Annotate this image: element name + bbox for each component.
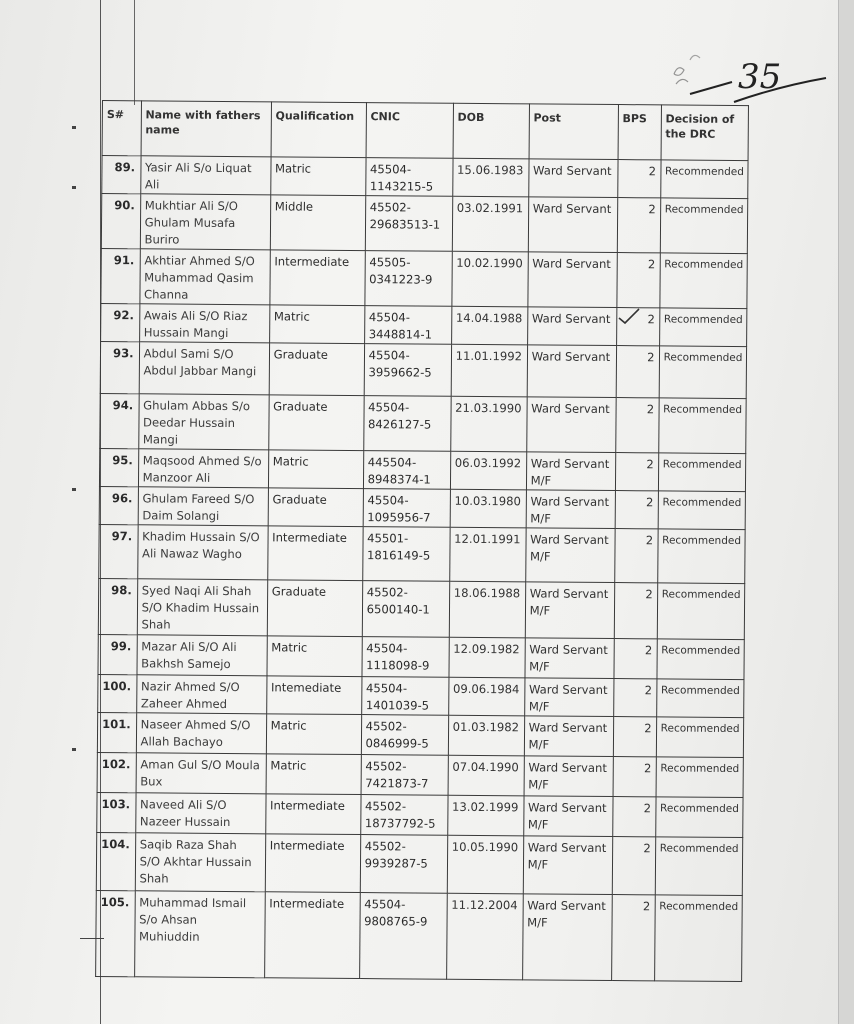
cell-cnic: 45504-3448814-1 — [364, 306, 451, 345]
check-mark-icon — [616, 306, 642, 326]
cell-sno: 89. — [102, 156, 141, 194]
cell-post: Ward Servant M/F — [525, 638, 614, 679]
cell-qualification: Matric — [270, 157, 365, 196]
cell-sno: 95. — [99, 448, 138, 486]
margin-tick — [72, 748, 76, 751]
cell-dob: 10.05.1990 — [447, 835, 523, 894]
cell-post: Ward Servant M/F — [523, 796, 612, 837]
cell-dob: 12.09.1982 — [449, 637, 525, 678]
cell-dob: 13.02.1999 — [447, 795, 523, 836]
cell-name: Maqsood Ahmed S/o Manzoor Ali — [138, 449, 268, 488]
cell-sno: 92. — [101, 303, 140, 341]
cell-name: Ghulam Fareed S/O Daim Solangi — [138, 487, 268, 526]
cell-bps: 2 — [617, 198, 660, 253]
cell-name: Khadim Hussain S/O Ali Nawaz Wagho — [137, 525, 267, 580]
cell-qualification: Graduate — [267, 580, 362, 637]
table-row — [97, 752, 744, 797]
cell-sno: 94. — [100, 393, 139, 448]
cell-cnic: 45502-7421873-7 — [361, 755, 448, 796]
cell-sno: 93. — [100, 341, 139, 393]
cell-cnic: 445504-8948374-1 — [363, 451, 450, 490]
cell-decision: Recommended — [656, 679, 744, 718]
cell-cnic: 45504-1118098-9 — [362, 637, 449, 678]
cell-post: Ward Servant M/F — [525, 528, 614, 583]
cell-cnic: 45502-0846999-5 — [361, 715, 448, 756]
cell-qualification: Matric — [268, 450, 363, 489]
cell-cnic: 45502-18737792-5 — [360, 795, 447, 836]
cell-decision: Recommended — [658, 491, 746, 530]
cell-decision: Recommended — [657, 639, 745, 680]
table-row — [98, 578, 745, 639]
cell-name: Naveed Ali S/O Nazeer Hussain — [135, 793, 265, 834]
cell-decision: Recommended — [658, 398, 746, 454]
cell-qualification: Graduate — [268, 395, 363, 451]
cell-post: Ward Servant — [527, 307, 616, 346]
cell-qualification: Graduate — [268, 488, 363, 527]
cell-qualification: Matric — [266, 754, 361, 795]
cell-sno: 97. — [99, 524, 138, 578]
header-sno: S# — [102, 101, 141, 156]
cell-decision: Recommended — [654, 895, 743, 982]
table-row — [101, 248, 748, 308]
page-edge — [838, 0, 854, 1024]
cell-dob: 06.03.1992 — [450, 451, 526, 490]
table-row — [99, 448, 746, 491]
cell-cnic: 45504-8426127-5 — [363, 396, 450, 452]
cell-qualification: Intemediate — [266, 676, 361, 715]
header-decision: Decision of the DRC — [661, 105, 749, 161]
cell-post: Ward Servant — [528, 197, 617, 253]
cell-bps: 2 — [611, 895, 655, 981]
cell-bps: 2 — [613, 717, 656, 757]
table-row — [101, 194, 748, 254]
table-row — [99, 524, 746, 583]
cell-qualification: Matric — [266, 714, 361, 755]
cell-bps: 2 — [614, 639, 657, 679]
margin-tick — [72, 126, 76, 129]
cell-bps: 2 — [616, 308, 659, 346]
table-row — [99, 486, 746, 529]
cell-name: Yasir Ali S/o Liquat Ali — [140, 156, 270, 195]
cell-name: Akhtiar Ahmed S/O Muhammad Qasim Channa — [140, 249, 270, 305]
cell-bps: 2 — [616, 346, 659, 398]
cell-name: Ghulam Abbas S/o Deedar Hussain Mangi — [138, 394, 268, 450]
cell-cnic: 45502-29683513-1 — [365, 196, 452, 252]
table-row — [100, 341, 747, 398]
margin-tick — [72, 488, 76, 491]
table-row — [98, 674, 745, 717]
margin-tick — [72, 186, 76, 189]
cell-post: Ward Servant M/F — [526, 452, 615, 491]
cell-cnic: 45502-6500140-1 — [362, 581, 449, 638]
header-name: Name with fathers name — [141, 101, 271, 157]
header-bps: BPS — [618, 105, 661, 160]
cell-bps: 2 — [612, 837, 655, 895]
cell-cnic: 45504-1095956-7 — [363, 489, 450, 528]
table-row — [100, 393, 747, 453]
cell-decision: Recommended — [660, 160, 748, 199]
cell-name: Saqib Raza Shah S/O Akhtar Hussain Shah — [135, 833, 265, 892]
handwritten-page-number — [660, 30, 840, 110]
cell-post: Ward Servant M/F — [524, 716, 613, 757]
cell-post: Ward Servant M/F — [526, 490, 615, 529]
cell-qualification: Middle — [270, 195, 365, 251]
cell-post: Ward Servant M/F — [523, 836, 612, 895]
cell-dob: 12.01.1991 — [449, 527, 525, 582]
cell-decision: Recommended — [659, 308, 747, 347]
table-body — [96, 156, 749, 982]
header-dob: DOB — [453, 103, 529, 159]
cell-qualification: Intermediate — [264, 892, 360, 979]
cell-name: Nazir Ahmed S/O Zaheer Ahmed — [136, 675, 266, 714]
cell-sno: 90. — [101, 194, 140, 249]
cell-dob: 18.06.1988 — [449, 581, 525, 638]
cell-decision: Recommended — [658, 453, 746, 492]
cell-dob: 14.04.1988 — [451, 306, 527, 345]
cell-sno: 101. — [97, 712, 136, 752]
cell-decision: Recommended — [655, 837, 743, 896]
cell-dob: 10.03.1980 — [450, 489, 526, 528]
margin-rule — [134, 0, 135, 105]
cell-dob: 10.02.1990 — [452, 251, 528, 307]
cell-name: Awais Ali S/O Riaz Hussain Mangi — [139, 304, 269, 343]
header-qualification: Qualification — [271, 102, 366, 158]
cell-cnic: 45502-9939287-5 — [360, 835, 447, 894]
cell-sno: 105. — [96, 890, 135, 976]
cell-bps: 2 — [614, 583, 657, 639]
cell-post: Ward Servant — [527, 252, 616, 308]
cell-cnic: 45504-1143215-5 — [365, 158, 452, 197]
cell-post: Ward Servant M/F — [525, 582, 614, 639]
cell-decision: Recommended — [660, 198, 748, 254]
cell-qualification: Matric — [269, 305, 364, 344]
cell-bps: 2 — [615, 453, 658, 491]
cell-bps: 2 — [613, 679, 656, 717]
table-row — [96, 890, 743, 981]
cell-name: Muhammad Ismail S/o Ahsan Muhiuddin — [134, 891, 265, 978]
cell-bps: 2 — [615, 491, 658, 529]
cell-dob: 01.03.1982 — [448, 715, 524, 756]
table-row — [101, 303, 748, 346]
cell-decision: Recommended — [657, 583, 745, 640]
cell-dob: 15.06.1983 — [452, 158, 528, 197]
table-row — [97, 792, 744, 837]
cell-bps: 2 — [612, 797, 655, 837]
cell-cnic: 45504-1401039-5 — [361, 677, 448, 716]
cell-bps: 2 — [614, 529, 657, 583]
cell-sno: 103. — [97, 792, 136, 832]
cell-qualification: Matric — [267, 636, 362, 677]
cell-dob: 03.02.1991 — [452, 196, 528, 252]
cell-post: Ward Servant — [527, 345, 616, 398]
cell-bps: 2 — [616, 253, 659, 308]
cell-decision: Recommended — [656, 757, 744, 798]
cell-qualification: Intermediate — [270, 250, 365, 306]
cell-qualification: Intermediate — [267, 526, 362, 581]
table-header-row — [102, 101, 749, 161]
cell-name: Naseer Ahmed S/O Allah Bachayo — [136, 713, 266, 754]
table-row — [97, 712, 744, 757]
cell-sno: 91. — [101, 248, 140, 303]
cell-dob: 11.12.2004 — [446, 893, 523, 980]
cell-post: Ward Servant M/F — [524, 678, 613, 717]
header-cnic: CNIC — [366, 103, 453, 159]
cell-cnic: 45505-0341223-9 — [365, 251, 452, 307]
cell-sno: 96. — [99, 486, 138, 524]
table-row — [102, 156, 749, 199]
cell-sno: 102. — [97, 752, 136, 792]
cell-decision: Recommended — [656, 717, 744, 758]
table-row — [98, 634, 745, 679]
cell-cnic: 45504-3959662-5 — [364, 344, 451, 397]
cell-bps: 2 — [615, 398, 658, 453]
cell-sno: 104. — [96, 832, 135, 890]
cell-decision: Recommended — [659, 346, 747, 399]
page-number-text: 35 — [738, 57, 782, 97]
cell-name: Aman Gul S/O Moula Bux — [136, 753, 266, 794]
cell-dob: 21.03.1990 — [450, 396, 526, 452]
cell-decision: Recommended — [655, 797, 743, 838]
header-post: Post — [529, 104, 618, 160]
cell-post: Ward Servant — [526, 397, 615, 453]
cell-dob: 07.04.1990 — [448, 755, 524, 796]
cell-decision: Recommended — [659, 253, 747, 309]
cell-cnic: 45501-1816149-5 — [362, 527, 449, 582]
cell-post: Ward Servant M/F — [524, 756, 613, 797]
cell-cnic: 45504-9808765-9 — [359, 893, 447, 980]
cell-qualification: Intermediate — [265, 834, 360, 893]
cell-post: Ward Servant — [528, 159, 617, 198]
drc-recommendation-table — [95, 100, 749, 982]
cell-qualification: Graduate — [269, 343, 364, 396]
cell-dob: 11.01.1992 — [451, 344, 527, 397]
cell-name: Mukhtiar Ali S/O Ghulam Musafa Buriro — [140, 194, 270, 250]
table-row — [96, 832, 743, 895]
cell-bps: 2 — [617, 160, 660, 198]
cell-sno: 99. — [98, 634, 137, 674]
cell-name: Syed Naqi Ali Shah S/O Khadim Hussain Shah — [137, 579, 267, 636]
cell-sno: 98. — [98, 578, 137, 634]
cell-name: Abdul Sami S/O Abdul Jabbar Mangi — [139, 342, 269, 395]
cell-qualification: Intermediate — [265, 794, 360, 835]
cell-post: Ward Servant M/F — [522, 894, 612, 981]
cell-decision: Recommended — [657, 529, 745, 584]
cell-name: Mazar Ali S/O Ali Bakhsh Samejo — [137, 635, 267, 676]
cell-sno: 100. — [98, 674, 137, 712]
cell-dob: 09.06.1984 — [448, 677, 524, 716]
cell-bps: 2 — [613, 757, 656, 797]
